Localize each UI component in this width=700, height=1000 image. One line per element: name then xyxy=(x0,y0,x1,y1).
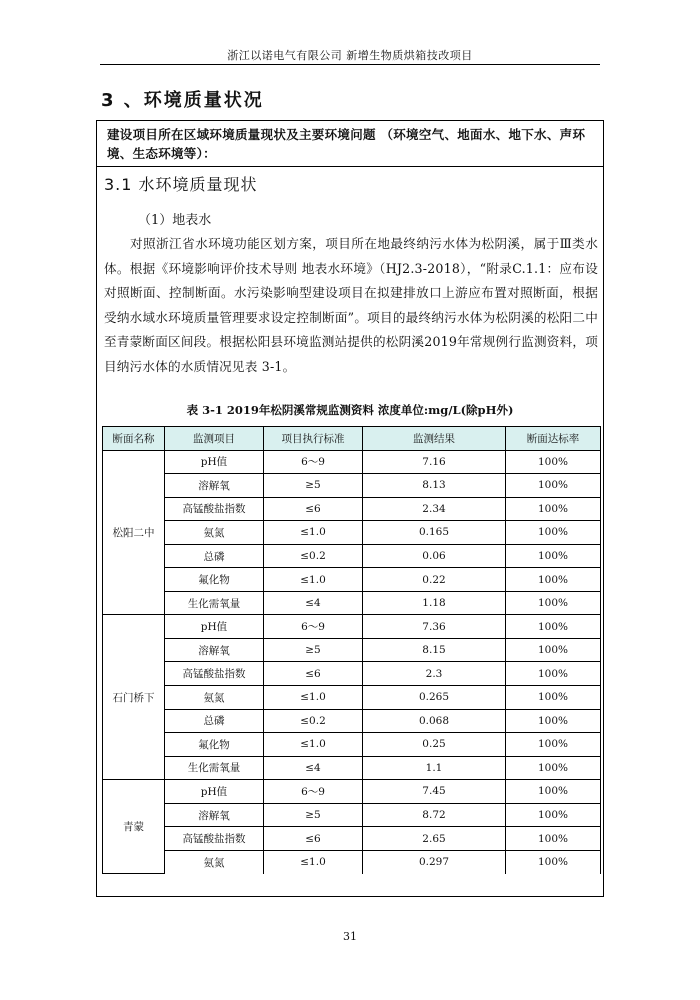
monitoring-item-cell: 生化需氧量 xyxy=(165,756,264,780)
monitoring-item-cell: 氨氮 xyxy=(165,521,264,545)
content-box xyxy=(96,120,604,897)
compliance-rate-cell: 100% xyxy=(506,638,601,662)
table-row xyxy=(103,544,601,568)
standard-cell: 6～9 xyxy=(264,450,363,474)
table-row xyxy=(103,638,601,662)
table-row xyxy=(103,686,601,710)
result-cell: 8.72 xyxy=(363,803,506,827)
standard-cell: ≤0.2 xyxy=(264,709,363,733)
compliance-rate-cell: 100% xyxy=(506,615,601,639)
section-name-cell: 松阳二中 xyxy=(103,450,165,615)
table-row xyxy=(103,521,601,545)
result-cell: 1.1 xyxy=(363,756,506,780)
table-row xyxy=(103,756,601,780)
monitoring-item-cell: 氨氮 xyxy=(165,850,264,874)
table-row xyxy=(103,803,601,827)
standard-cell: ≤1.0 xyxy=(264,521,363,545)
result-cell: 2.3 xyxy=(363,662,506,686)
standard-cell: 6～9 xyxy=(264,615,363,639)
standard-cell: ≤6 xyxy=(264,497,363,521)
compliance-rate-cell: 100% xyxy=(506,803,601,827)
result-cell: 0.068 xyxy=(363,709,506,733)
body-paragraph: 对照浙江省水环境功能区划方案，项目所在地最终纳污水体为松阴溪，属于Ⅲ类水体。根据《环境影响评价技术导则 地表水环境》（HJ2.3-2018），“附录C.1.1：应布设对照断面、控制断面。水污染影响型建设项目在拟建排放口上游应布置对照断面，根据受纳水域水环境质量管理要求设定控制断面”。项目的最终纳污水体为松阴溪的松阳二中至青蒙断面区间段。根据松阳县环境监测站提供的松阴溪2019年常规例行监测资料，项目纳污水体的水质情况见表 3-1。 xyxy=(104,236,598,374)
running-header: 浙江以诺电气有限公司 新增生物质烘箱技改项目 xyxy=(227,49,473,62)
standard-cell: ≤1.0 xyxy=(264,568,363,592)
table-row xyxy=(103,709,601,733)
monitoring-item-cell: pH值 xyxy=(165,780,264,804)
box-title: 建设项目所在区域环境质量现状及主要环境问题 （环境空气、地面水、地下水、声环境、生态环境等）： xyxy=(97,121,603,167)
table-row xyxy=(103,733,601,757)
result-cell: 0.297 xyxy=(363,850,506,874)
compliance-rate-cell: 100% xyxy=(506,450,601,474)
result-cell: 2.34 xyxy=(363,497,506,521)
standard-cell: ≤6 xyxy=(264,662,363,686)
standard-cell: ≤1.0 xyxy=(264,686,363,710)
monitoring-item-cell: 氟化物 xyxy=(165,568,264,592)
monitoring-item-cell: 高锰酸盐指数 xyxy=(165,497,264,521)
compliance-rate-cell: 100% xyxy=(506,850,601,874)
header-cell: 监测项目 xyxy=(165,427,264,451)
compliance-rate-cell: 100% xyxy=(506,474,601,498)
monitoring-item-cell: 氟化物 xyxy=(165,733,264,757)
compliance-rate-cell: 100% xyxy=(506,733,601,757)
monitoring-item-cell: 高锰酸盐指数 xyxy=(165,827,264,851)
table-row xyxy=(103,780,601,804)
result-cell: 7.16 xyxy=(363,450,506,474)
compliance-rate-cell: 100% xyxy=(506,544,601,568)
table-row xyxy=(103,662,601,686)
section-name-cell: 青蒙 xyxy=(103,780,165,874)
compliance-rate-cell: 100% xyxy=(506,568,601,592)
table-header-row xyxy=(103,427,601,451)
result-cell: 7.45 xyxy=(363,780,506,804)
subsection-heading: 3.1 水环境质量现状 xyxy=(104,175,258,194)
standard-cell: ≥5 xyxy=(264,474,363,498)
table-row xyxy=(103,850,601,874)
standard-cell: ≤1.0 xyxy=(264,733,363,757)
result-cell: 8.15 xyxy=(363,638,506,662)
monitoring-table xyxy=(102,426,601,874)
table-body xyxy=(103,450,601,874)
result-cell: 7.36 xyxy=(363,615,506,639)
compliance-rate-cell: 100% xyxy=(506,497,601,521)
table-row xyxy=(103,474,601,498)
table-row xyxy=(103,568,601,592)
compliance-rate-cell: 100% xyxy=(506,827,601,851)
standard-cell: ≤0.2 xyxy=(264,544,363,568)
header-cell: 断面名称 xyxy=(103,427,165,451)
header-cell: 监测结果 xyxy=(363,427,506,451)
table-row xyxy=(103,497,601,521)
table-row xyxy=(103,450,601,474)
monitoring-item-cell: 溶解氧 xyxy=(165,803,264,827)
monitoring-item-cell: 高锰酸盐指数 xyxy=(165,662,264,686)
result-cell: 0.25 xyxy=(363,733,506,757)
compliance-rate-cell: 100% xyxy=(506,780,601,804)
result-cell: 1.18 xyxy=(363,591,506,615)
compliance-rate-cell: 100% xyxy=(506,709,601,733)
item-heading: （1）地表水 xyxy=(138,213,212,228)
compliance-rate-cell: 100% xyxy=(506,591,601,615)
monitoring-item-cell: pH值 xyxy=(165,450,264,474)
section-name-cell: 石门桥下 xyxy=(103,615,165,780)
monitoring-item-cell: 总磷 xyxy=(165,544,264,568)
monitoring-item-cell: 溶解氧 xyxy=(165,638,264,662)
monitoring-item-cell: pH值 xyxy=(165,615,264,639)
monitoring-item-cell: 氨氮 xyxy=(165,686,264,710)
header-cell: 项目执行标准 xyxy=(264,427,363,451)
standard-cell: ≥5 xyxy=(264,803,363,827)
monitoring-item-cell: 溶解氧 xyxy=(165,474,264,498)
result-cell: 0.06 xyxy=(363,544,506,568)
result-cell: 2.65 xyxy=(363,827,506,851)
page-number: 31 xyxy=(343,930,357,943)
table-caption: 表 3-1 2019年松阴溪常规监测资料 浓度单位:mg/L(除pH外) xyxy=(186,403,514,417)
result-cell: 8.13 xyxy=(363,474,506,498)
standard-cell: ≤6 xyxy=(264,827,363,851)
table-row xyxy=(103,591,601,615)
table-row xyxy=(103,615,601,639)
standard-cell: ≤4 xyxy=(264,756,363,780)
compliance-rate-cell: 100% xyxy=(506,686,601,710)
header-rule xyxy=(100,64,600,65)
section-heading: 3 、环境质量状况 xyxy=(101,90,264,111)
monitoring-item-cell: 生化需氧量 xyxy=(165,591,264,615)
compliance-rate-cell: 100% xyxy=(506,756,601,780)
monitoring-item-cell: 总磷 xyxy=(165,709,264,733)
compliance-rate-cell: 100% xyxy=(506,521,601,545)
result-cell: 0.265 xyxy=(363,686,506,710)
compliance-rate-cell: 100% xyxy=(506,662,601,686)
standard-cell: ≤1.0 xyxy=(264,850,363,874)
standard-cell: 6～9 xyxy=(264,780,363,804)
result-cell: 0.22 xyxy=(363,568,506,592)
result-cell: 0.165 xyxy=(363,521,506,545)
header-cell: 断面达标率 xyxy=(506,427,601,451)
table-row xyxy=(103,827,601,851)
standard-cell: ≤4 xyxy=(264,591,363,615)
standard-cell: ≥5 xyxy=(264,638,363,662)
